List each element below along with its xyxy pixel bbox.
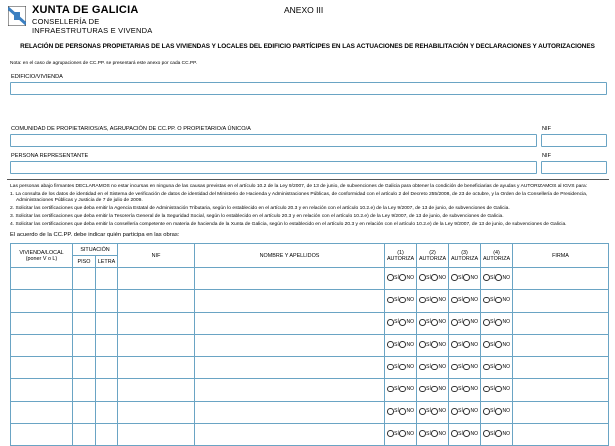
autoriza-cell <box>385 312 417 334</box>
radio-si[interactable] <box>419 386 426 393</box>
autoriza-cell <box>385 424 417 446</box>
declaration-item-2: 2. Solicitar las certificaciones que deba emitir la Agencia Estatal de Administración Tributaria, según lo establecido en el artículo 20.3 y en relación con el artículo 10.2.e) de la Ley 9/2007, de 13 de junio, de subvenciones de Galicia. <box>10 206 510 212</box>
autoriza-cell <box>385 290 417 312</box>
autoriza-cell <box>449 312 481 334</box>
radio-si-label: SÍ <box>458 430 463 437</box>
radio-no[interactable] <box>463 274 470 281</box>
radio-si[interactable] <box>419 319 426 326</box>
radio-no[interactable] <box>431 364 438 371</box>
radio-no-label: NO <box>438 274 446 281</box>
table-row <box>11 290 609 312</box>
radio-no-label: NO <box>406 386 414 393</box>
radio-no-label: NO <box>438 363 446 370</box>
autoriza-options <box>419 364 446 371</box>
autoriza-options <box>483 319 510 326</box>
radio-no[interactable] <box>495 319 502 326</box>
radio-si[interactable] <box>387 386 394 393</box>
firma-cell[interactable] <box>513 290 609 312</box>
header-vivienda-sub: (poner V o L) <box>25 255 58 262</box>
table-row <box>11 424 609 446</box>
piso-cell[interactable] <box>73 401 96 423</box>
vivienda-cell[interactable] <box>11 401 73 423</box>
radio-no-label: NO <box>406 363 414 370</box>
autoriza-options <box>419 297 446 304</box>
autoriza-options <box>387 364 414 371</box>
radio-si[interactable] <box>419 341 426 348</box>
radio-si[interactable] <box>451 430 458 437</box>
header-auth-4 <box>481 244 513 268</box>
radio-si-label: SÍ <box>458 386 463 393</box>
radio-si-label: SÍ <box>458 341 463 348</box>
radio-si[interactable] <box>419 430 426 437</box>
autoriza-cell <box>481 312 513 334</box>
radio-no[interactable] <box>431 386 438 393</box>
radio-si-label: SÍ <box>490 274 495 281</box>
firma-cell[interactable] <box>513 379 609 401</box>
vivienda-cell[interactable] <box>11 334 73 356</box>
header-auth-num-1: (1) <box>397 249 404 256</box>
edificio-input[interactable] <box>10 82 607 95</box>
radio-no-label: NO <box>438 296 446 303</box>
radio-si-label: SÍ <box>426 319 431 326</box>
radio-si[interactable] <box>483 386 490 393</box>
autoriza-options <box>419 408 446 415</box>
radio-no-label: NO <box>470 408 478 415</box>
radio-no[interactable] <box>495 430 502 437</box>
radio-si[interactable] <box>419 274 426 281</box>
radio-no[interactable] <box>431 319 438 326</box>
autoriza-cell <box>385 334 417 356</box>
radio-si[interactable] <box>419 297 426 304</box>
radio-si[interactable] <box>483 274 490 281</box>
radio-si[interactable] <box>451 386 458 393</box>
radio-si-label: SÍ <box>458 363 463 370</box>
radio-si-label: SÍ <box>426 363 431 370</box>
radio-no[interactable] <box>399 297 406 304</box>
autoriza-options <box>451 430 478 437</box>
firma-cell[interactable] <box>513 357 609 379</box>
autoriza-cell <box>417 357 449 379</box>
autoriza-cell <box>417 268 449 290</box>
autoriza-cell <box>385 268 417 290</box>
nombre-cell[interactable] <box>195 424 385 446</box>
radio-no-label: NO <box>438 430 446 437</box>
letra-cell[interactable] <box>96 334 118 356</box>
piso-cell[interactable] <box>73 312 96 334</box>
piso-cell[interactable] <box>73 379 96 401</box>
header-auth-num-4: (4) <box>493 249 500 256</box>
galicia-flag-icon <box>8 6 26 26</box>
radio-si[interactable] <box>451 364 458 371</box>
autoriza-options <box>483 386 510 393</box>
nif-cell[interactable] <box>118 268 195 290</box>
comunidad-input[interactable] <box>10 134 537 147</box>
autoriza-cell <box>481 268 513 290</box>
nombre-cell[interactable] <box>195 357 385 379</box>
radio-no-label: NO <box>502 319 510 326</box>
autoriza-cell <box>449 334 481 356</box>
radio-si[interactable] <box>451 319 458 326</box>
radio-si-label: SÍ <box>394 430 399 437</box>
letra-cell[interactable] <box>96 424 118 446</box>
piso-cell[interactable] <box>73 334 96 356</box>
table-row <box>11 268 609 290</box>
radio-no-label: NO <box>470 274 478 281</box>
autoriza-options <box>451 297 478 304</box>
header-autoriza-1: AUTORIZA <box>386 255 415 262</box>
radio-no[interactable] <box>431 297 438 304</box>
vivienda-cell[interactable] <box>11 357 73 379</box>
header-auth-1 <box>385 244 417 268</box>
autoriza-cell <box>449 379 481 401</box>
autoriza-cell <box>417 401 449 423</box>
autoriza-cell <box>481 379 513 401</box>
nif-cell[interactable] <box>118 334 195 356</box>
radio-no[interactable] <box>431 430 438 437</box>
radio-no[interactable] <box>399 341 406 348</box>
firma-cell[interactable] <box>513 312 609 334</box>
radio-si[interactable] <box>387 364 394 371</box>
radio-si-label: SÍ <box>458 274 463 281</box>
autoriza-options <box>483 297 510 304</box>
autoriza-cell <box>481 290 513 312</box>
autoriza-options <box>451 341 478 348</box>
autoriza-cell <box>449 290 481 312</box>
edificio-label: EDIFICIO/VIVIENDA <box>11 74 63 80</box>
autoriza-options <box>387 386 414 393</box>
anexo-label: ANEXO III <box>284 5 324 15</box>
radio-si-label: SÍ <box>490 363 495 370</box>
radio-no[interactable] <box>495 274 502 281</box>
table-body <box>11 268 609 446</box>
radio-si[interactable] <box>483 297 490 304</box>
radio-no[interactable] <box>399 364 406 371</box>
radio-si-label: SÍ <box>394 363 399 370</box>
autoriza-options <box>451 274 478 281</box>
radio-no[interactable] <box>463 364 470 371</box>
declaration-intro: Las personas abajo firmantes DECLARAMOS no estar incursas en ninguna de las causas previstas en el artículo 10.2 de la Ley 9/2007, de 13 de junio, de subvenciones de Galicia para obtener la condición de beneficiarias de ayudas y AUTORIZAMOS al IGVS para: <box>10 184 588 189</box>
autoriza-options <box>483 430 510 437</box>
radio-si[interactable] <box>483 319 490 326</box>
radio-si-label: SÍ <box>426 430 431 437</box>
radio-si-label: SÍ <box>490 430 495 437</box>
autoriza-options <box>451 408 478 415</box>
autoriza-options <box>483 364 510 371</box>
autoriza-cell <box>481 424 513 446</box>
radio-no[interactable] <box>399 319 406 326</box>
radio-si[interactable] <box>387 297 394 304</box>
autoriza-options <box>419 341 446 348</box>
nif-cell[interactable] <box>118 357 195 379</box>
radio-no[interactable] <box>431 408 438 415</box>
header-autoriza-4: AUTORIZA <box>482 255 511 262</box>
radio-si[interactable] <box>387 341 394 348</box>
radio-no-label: NO <box>406 408 414 415</box>
radio-si-label: SÍ <box>426 386 431 393</box>
participants-table <box>10 243 609 446</box>
header-vivienda-label: VIVIENDA/LOCAL <box>19 249 64 256</box>
autoriza-options <box>483 274 510 281</box>
letra-cell[interactable] <box>96 312 118 334</box>
comunidad-label: COMUNIDAD DE PROPIETARIOS/AS, AGRUPACIÓN DE CC.PP. O PROPIETARIO/A ÚNICO/A <box>11 126 251 132</box>
radio-no-label: NO <box>438 341 446 348</box>
autoriza-cell <box>481 401 513 423</box>
radio-no[interactable] <box>399 386 406 393</box>
radio-si-label: SÍ <box>426 341 431 348</box>
autoriza-options <box>483 341 510 348</box>
radio-si-label: SÍ <box>458 296 463 303</box>
radio-no-label: NO <box>502 363 510 370</box>
radio-si-label: SÍ <box>490 341 495 348</box>
autoriza-options <box>451 319 478 326</box>
radio-no[interactable] <box>495 364 502 371</box>
autoriza-options <box>451 364 478 371</box>
radio-no[interactable] <box>463 408 470 415</box>
radio-si[interactable] <box>387 408 394 415</box>
autoriza-options <box>451 386 478 393</box>
radio-si-label: SÍ <box>490 386 495 393</box>
radio-no[interactable] <box>463 341 470 348</box>
radio-si[interactable] <box>387 274 394 281</box>
radio-no[interactable] <box>495 408 502 415</box>
autoriza-cell <box>385 401 417 423</box>
radio-si[interactable] <box>451 297 458 304</box>
note-text: Nota: en el caso de agrupaciones de CC.PP. se presentará este anexo por cada CC.PP. <box>10 61 198 66</box>
radio-si-label: SÍ <box>426 408 431 415</box>
radio-no-label: NO <box>470 430 478 437</box>
radio-si-label: SÍ <box>394 319 399 326</box>
nif-cell[interactable] <box>118 379 195 401</box>
section-divider <box>7 179 609 180</box>
letra-cell[interactable] <box>96 401 118 423</box>
vivienda-cell[interactable] <box>11 312 73 334</box>
radio-si[interactable] <box>483 430 490 437</box>
header-letra: LETRA <box>96 256 118 268</box>
header-piso: PISO <box>73 256 96 268</box>
letra-cell[interactable] <box>96 357 118 379</box>
radio-si[interactable] <box>419 364 426 371</box>
radio-si-label: SÍ <box>458 319 463 326</box>
autoriza-cell <box>385 357 417 379</box>
header-vivienda <box>11 244 73 268</box>
radio-no[interactable] <box>431 274 438 281</box>
firma-cell[interactable] <box>513 268 609 290</box>
radio-no-label: NO <box>470 319 478 326</box>
radio-no-label: NO <box>470 341 478 348</box>
nif-cell[interactable] <box>118 312 195 334</box>
piso-cell[interactable] <box>73 268 96 290</box>
autoriza-options <box>419 274 446 281</box>
acuerdo-text: El acuerdo de la CC.PP. debe indicar quién participa en las obras: <box>10 232 180 238</box>
autoriza-options <box>387 408 414 415</box>
radio-si[interactable] <box>451 274 458 281</box>
autoriza-cell <box>449 268 481 290</box>
piso-cell[interactable] <box>73 424 96 446</box>
radio-no-label: NO <box>502 408 510 415</box>
nombre-cell[interactable] <box>195 312 385 334</box>
declaration-block <box>10 184 608 230</box>
header-auth-3 <box>449 244 481 268</box>
header-nif: NIF <box>118 244 195 268</box>
autoriza-cell <box>417 312 449 334</box>
radio-no-label: NO <box>406 296 414 303</box>
radio-no[interactable] <box>399 274 406 281</box>
radio-no-label: NO <box>470 363 478 370</box>
radio-no-label: NO <box>406 274 414 281</box>
representante-nif-input[interactable] <box>541 161 607 174</box>
autoriza-cell <box>385 379 417 401</box>
comunidad-nif-input[interactable] <box>541 134 607 147</box>
radio-no-label: NO <box>438 408 446 415</box>
radio-si[interactable] <box>387 430 394 437</box>
representante-label: PERSONA REPRESENTANTE <box>11 153 89 159</box>
nif-cell[interactable] <box>118 401 195 423</box>
piso-cell[interactable] <box>73 357 96 379</box>
firma-cell[interactable] <box>513 424 609 446</box>
radio-si-label: SÍ <box>394 408 399 415</box>
radio-si-label: SÍ <box>458 408 463 415</box>
radio-si[interactable] <box>483 364 490 371</box>
radio-no-label: NO <box>406 341 414 348</box>
nif2-label: NIF <box>542 153 552 159</box>
letra-cell[interactable] <box>96 268 118 290</box>
radio-no-label: NO <box>406 319 414 326</box>
radio-si-label: SÍ <box>394 386 399 393</box>
radio-si-label: SÍ <box>490 408 495 415</box>
radio-si-label: SÍ <box>394 296 399 303</box>
header-autoriza-3: AUTORIZA <box>450 255 479 262</box>
radio-no-label: NO <box>438 386 446 393</box>
nif-label: NIF <box>542 126 552 132</box>
radio-no-label: NO <box>406 430 414 437</box>
radio-si[interactable] <box>419 408 426 415</box>
radio-no-label: NO <box>502 341 510 348</box>
declaration-item-3: 3. Solicitar las certificaciones que deba emitir la Tesorería General de la Seguridad Social, según lo establecido en el artículo 20.3 y en relación con el artículo 10.2.e) de la Ley 9/2007, de 13 de junio, de subvenciones de Galicia. <box>10 214 504 220</box>
autoriza-options <box>419 386 446 393</box>
vivienda-cell[interactable] <box>11 379 73 401</box>
vivienda-cell[interactable] <box>11 268 73 290</box>
radio-si-label: SÍ <box>426 274 431 281</box>
header-nombre: NOMBRE Y APELLIDOS <box>195 244 385 268</box>
header-autoriza-2: AUTORIZA <box>418 255 447 262</box>
org-name: XUNTA DE GALICIA <box>32 4 139 16</box>
radio-no[interactable] <box>463 319 470 326</box>
radio-no[interactable] <box>495 341 502 348</box>
radio-no[interactable] <box>495 386 502 393</box>
nombre-cell[interactable] <box>195 290 385 312</box>
radio-si[interactable] <box>387 319 394 326</box>
piso-cell[interactable] <box>73 290 96 312</box>
table-row <box>11 334 609 356</box>
autoriza-cell <box>417 379 449 401</box>
autoriza-cell <box>417 424 449 446</box>
radio-no-label: NO <box>502 274 510 281</box>
radio-no[interactable] <box>431 341 438 348</box>
nombre-cell[interactable] <box>195 379 385 401</box>
radio-no-label: NO <box>438 319 446 326</box>
table-row <box>11 379 609 401</box>
nombre-cell[interactable] <box>195 401 385 423</box>
radio-no-label: NO <box>502 430 510 437</box>
table-row <box>11 312 609 334</box>
radio-si-label: SÍ <box>394 341 399 348</box>
autoriza-options <box>419 430 446 437</box>
autoriza-options <box>387 319 414 326</box>
header-auth-num-2: (2) <box>429 249 436 256</box>
autoriza-options <box>387 341 414 348</box>
autoriza-cell <box>449 401 481 423</box>
nif-cell[interactable] <box>118 290 195 312</box>
radio-no[interactable] <box>463 430 470 437</box>
radio-no[interactable] <box>463 386 470 393</box>
radio-si[interactable] <box>483 341 490 348</box>
xunta-logo <box>8 4 208 38</box>
nif-cell[interactable] <box>118 424 195 446</box>
table-row <box>11 401 609 423</box>
vivienda-cell[interactable] <box>11 424 73 446</box>
header-auth-num-3: (3) <box>461 249 468 256</box>
autoriza-options <box>387 274 414 281</box>
nombre-cell[interactable] <box>195 268 385 290</box>
radio-no-label: NO <box>470 386 478 393</box>
autoriza-cell <box>481 357 513 379</box>
header-situacion: SITUACIÓN <box>73 244 118 256</box>
autoriza-cell <box>417 334 449 356</box>
header-auth-2 <box>417 244 449 268</box>
department-line-1: CONSELLERÍA DE <box>32 17 100 26</box>
firma-cell[interactable] <box>513 334 609 356</box>
radio-no[interactable] <box>399 408 406 415</box>
autoriza-options <box>387 297 414 304</box>
radio-no[interactable] <box>495 297 502 304</box>
radio-no[interactable] <box>399 430 406 437</box>
document-title: RELACIÓN DE PERSONAS PROPIETARIAS DE LAS VIVIENDAS Y LOCALES DEL EDIFICIO PARTÍCIPES EN LAS ACTUACIONES DE REHABILITACIÓN Y DECLARACIONES Y AUTORIZACIONES <box>20 43 595 50</box>
radio-si[interactable] <box>451 341 458 348</box>
letra-cell[interactable] <box>96 379 118 401</box>
autoriza-cell <box>417 290 449 312</box>
autoriza-options <box>483 408 510 415</box>
autoriza-cell <box>481 334 513 356</box>
radio-no-label: NO <box>502 386 510 393</box>
radio-no[interactable] <box>463 297 470 304</box>
autoriza-options <box>419 319 446 326</box>
radio-si-label: SÍ <box>490 296 495 303</box>
radio-no-label: NO <box>502 296 510 303</box>
department-line-2: INFRAESTRUTURAS E VIVENDA <box>32 26 153 35</box>
autoriza-options <box>387 430 414 437</box>
table-row <box>11 357 609 379</box>
vivienda-cell[interactable] <box>11 290 73 312</box>
representante-input[interactable] <box>10 161 537 174</box>
radio-si-label: SÍ <box>490 319 495 326</box>
nombre-cell[interactable] <box>195 334 385 356</box>
letra-cell[interactable] <box>96 290 118 312</box>
declaration-item-4: 4. Solicitar las certificaciones que deba emitir la consellería competente en materia de hacienda de la Xunta de Galicia, según lo establecido en el artículo 20.3 y en relación con el artículo 10.2.e) de la Ley 9/2007, de 13 de junio, de subvenciones de Galicia. <box>10 222 567 228</box>
radio-si[interactable] <box>483 408 490 415</box>
radio-si-label: SÍ <box>426 296 431 303</box>
autoriza-cell <box>449 357 481 379</box>
radio-si-label: SÍ <box>394 274 399 281</box>
firma-cell[interactable] <box>513 401 609 423</box>
header-firma: FIRMA <box>513 244 609 268</box>
radio-no-label: NO <box>470 296 478 303</box>
autoriza-cell <box>449 424 481 446</box>
radio-si[interactable] <box>451 408 458 415</box>
declaration-item-1: 1. La consulta de los datos de identidad en el Sistema de verificación de datos de identidad del Ministerio de Hacienda y Administraciones Públicas, de conformidad con el artículo 2 del Decreto 255/2008, de 23 de octubre, y la Orden de la Consellería de Presidencia, Administraciones Públicas y Justicia de 7 de julio de 2009. <box>10 192 588 204</box>
